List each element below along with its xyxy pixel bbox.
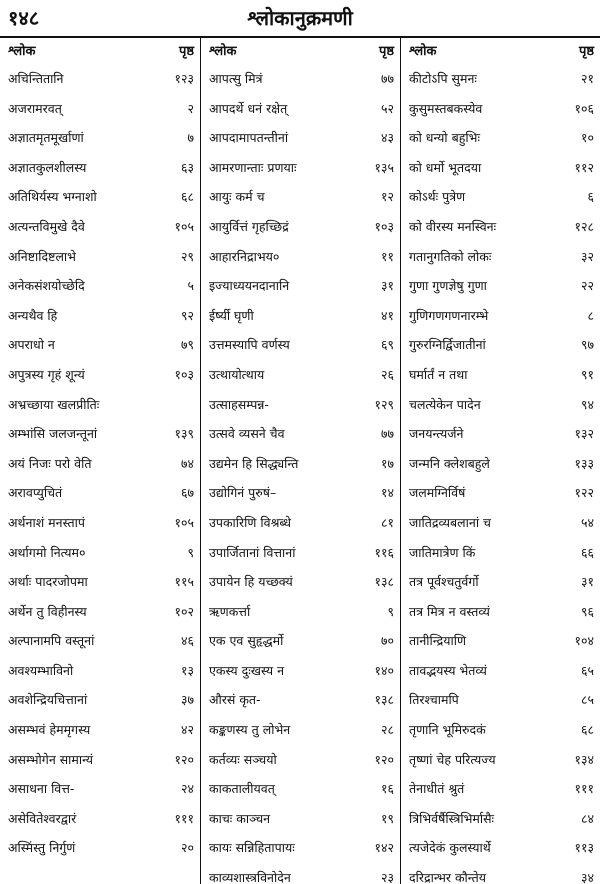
verse-text: अतिथिर्यस्य भग्नाशो	[8, 189, 97, 205]
page-ref: १३२	[574, 426, 594, 442]
verse-text: चलत्येकेन पादेन	[409, 396, 481, 412]
index-entry	[209, 538, 394, 568]
index-entry	[409, 538, 594, 568]
page-ref: १२३	[174, 71, 194, 86]
index-entry	[209, 123, 394, 153]
index-entry	[209, 715, 394, 745]
verse-text: अपुत्रस्य गृहं शून्यं	[8, 366, 85, 382]
page-title: श्लोकानुक्रमणी	[247, 6, 353, 30]
index-entry	[409, 597, 594, 627]
index-entry	[8, 597, 194, 627]
index-entry	[209, 656, 394, 686]
index-entry	[209, 330, 394, 360]
verse-text: अर्थाः पादरजोपमा	[8, 574, 88, 590]
verse-text: अर्थनाशं मनस्तापं	[8, 514, 85, 530]
page-ref: २	[187, 100, 194, 116]
index-entry	[409, 508, 594, 538]
verse-text: अजरामरवत्	[8, 100, 62, 116]
index-entry	[209, 360, 394, 390]
index-entry	[409, 390, 594, 420]
page-ref: २३	[380, 870, 394, 884]
page-ref: ९४	[580, 396, 594, 412]
verse-text: जातिमात्रेण किं	[409, 544, 476, 560]
index-entry	[209, 626, 394, 656]
entry-list	[209, 64, 394, 884]
index-entry	[8, 656, 194, 686]
verse-text: कीटोऽपि सुमनः	[409, 71, 477, 86]
index-entry	[209, 271, 394, 301]
page-ref: ५४	[580, 514, 594, 530]
verse-text: को धर्मो भूतदया	[409, 159, 482, 175]
verse-header: श्लोक	[8, 44, 36, 59]
page-ref: ९७	[580, 337, 594, 353]
index-entry	[209, 863, 394, 884]
page-ref: ७	[187, 130, 194, 146]
page-ref: २४	[180, 781, 194, 797]
index-entry	[209, 449, 394, 479]
page-ref: १०	[580, 130, 594, 146]
index-entry	[8, 449, 194, 479]
page-ref: ३१	[380, 278, 394, 294]
page-ref: ११३	[574, 840, 594, 856]
page-ref: ६	[587, 189, 594, 205]
index-entry	[209, 833, 394, 863]
index-entry	[209, 182, 394, 212]
page-ref: ७७	[380, 71, 394, 86]
index-entry	[409, 123, 594, 153]
verse-text: असम्भवं हेममृगस्य	[8, 722, 91, 738]
page-ref: १०६	[574, 100, 594, 116]
column-header	[209, 40, 394, 64]
index-entry	[409, 301, 594, 331]
page-ref: १२२	[574, 485, 594, 501]
index-entry	[209, 745, 394, 775]
page-ref: ११२	[574, 159, 594, 175]
index-entry	[8, 330, 194, 360]
verse-header: श्लोक	[409, 44, 437, 59]
entry-list	[8, 64, 194, 863]
page-ref: ३७	[180, 692, 194, 708]
verse-text: आपदर्थे धनं रक्षेत्	[209, 100, 288, 116]
page-ref: ६७	[180, 485, 194, 501]
index-entry	[209, 94, 394, 124]
verse-text: त्यजेदेकं कुलस्यार्थे	[409, 840, 491, 856]
index-entry	[8, 64, 194, 94]
verse-text: उपायेन हि यच्छक्यं	[209, 574, 293, 590]
page-ref: १९	[380, 810, 394, 826]
verse-text: अन्यथैव हि	[8, 307, 58, 323]
verse-text: जलमग्निर्विषं	[409, 485, 466, 501]
verse-text: अनिष्टादिष्टलाभे	[8, 248, 76, 264]
page-header-label: पृष्ठ	[578, 44, 594, 59]
verse-text: कङ्कणस्य तु लोभेन	[209, 722, 291, 738]
index-entry	[409, 656, 594, 686]
verse-text: घर्मार्तं न तथा	[409, 366, 468, 382]
index-entry	[209, 685, 394, 715]
page-ref: १०४	[574, 633, 594, 649]
page-ref: ७७	[380, 426, 394, 442]
verse-text: उद्यमेन हि सिद्ध्यन्ति	[209, 455, 299, 471]
page-header-label: पृष्ठ	[178, 44, 194, 59]
column-header	[409, 40, 594, 64]
page-ref: १२९	[374, 396, 394, 412]
page-ref: २६	[380, 366, 394, 382]
page-ref: ४१	[380, 307, 394, 323]
verse-text: अरावप्युचितं	[8, 485, 63, 501]
verse-text: कायः सन्निहितापायः	[209, 840, 295, 856]
verse-text: कोऽर्थः पुत्रेण	[409, 189, 466, 205]
page-header	[0, 0, 600, 38]
verse-text: जातिद्रव्यबलानां च	[409, 514, 491, 530]
index-entry	[8, 94, 194, 124]
page-ref: १३८	[374, 574, 394, 590]
index-entry	[8, 626, 194, 656]
verse-text: अल्पानामपि वस्तूनां	[8, 633, 95, 649]
verse-text: आयुः कर्म च	[209, 189, 265, 205]
verse-text: औरसं कृत-	[209, 692, 261, 708]
index-entry	[209, 242, 394, 272]
verse-text: को वीरस्य मनस्विनः	[409, 218, 497, 234]
page-ref: ९६	[580, 603, 594, 619]
index-entry	[409, 833, 594, 863]
index-entry	[8, 419, 194, 449]
index-entry	[8, 212, 194, 242]
index-entry	[409, 478, 594, 508]
page-ref: १३९	[174, 426, 194, 442]
verse-text: गतानुगतिको लोकः	[409, 248, 492, 264]
verse-text: तत्र मित्र न वस्तव्यं	[409, 603, 490, 619]
verse-text: एकस्य दुःखस्य न	[209, 662, 285, 678]
page-ref: १०५	[174, 514, 194, 530]
index-entry	[409, 64, 594, 94]
index-entry	[8, 508, 194, 538]
page-ref: ४२	[180, 722, 194, 738]
page-ref: २८	[380, 722, 394, 738]
verse-text: उद्योगिनं पुरुषं–	[209, 485, 277, 501]
page-ref: १२०	[374, 751, 394, 767]
index-entry	[409, 94, 594, 124]
page-ref: ५	[187, 278, 194, 294]
verse-text: गुणिगणगणनारम्भे	[409, 307, 489, 323]
verse-text: अर्थेन तु विहीनस्य	[8, 603, 87, 619]
index-entry	[8, 271, 194, 301]
index-entry	[8, 567, 194, 597]
page-ref: ८	[587, 307, 594, 323]
page-ref: ९	[387, 603, 394, 619]
index-entry	[409, 242, 594, 272]
page-ref: १२	[380, 189, 394, 205]
verse-text: आपदामापतन्तीनां	[209, 130, 289, 146]
index-entry	[409, 715, 594, 745]
index-entry	[209, 478, 394, 508]
page-ref: ९१	[580, 366, 594, 382]
index-entry	[409, 212, 594, 242]
page-ref: १०३	[174, 366, 194, 382]
page-ref: ८४	[580, 810, 594, 826]
page-ref: ९२	[180, 307, 194, 323]
verse-text: उत्तमस्यापि वर्णस्य	[209, 337, 290, 353]
verse-text: आहारनिद्राभय०	[209, 248, 280, 264]
index-entry	[409, 182, 594, 212]
page-ref: ४६	[180, 633, 194, 649]
page-ref: १३	[180, 662, 194, 678]
verse-text: असाधना वित्त-	[8, 781, 75, 797]
page-ref: १०२	[174, 603, 194, 619]
verse-text: ऋणकर्त्ता	[209, 603, 251, 619]
page-ref: १२०	[174, 751, 194, 767]
verse-text: इज्याध्ययनदानानि	[209, 278, 290, 294]
index-entry	[409, 271, 594, 301]
page-ref: १११	[174, 810, 194, 826]
entry-list	[409, 64, 594, 884]
index-entry	[409, 626, 594, 656]
verse-text: तेनाधीतं श्रुतं	[409, 781, 465, 797]
index-entry	[209, 390, 394, 420]
page-ref: ६३	[180, 159, 194, 175]
page-ref: १११	[574, 781, 594, 797]
index-entry	[209, 508, 394, 538]
index-entry	[8, 360, 194, 390]
index-entry	[8, 538, 194, 568]
verse-text: तृष्णां चेह परित्यज्य	[409, 751, 496, 767]
page-ref: ३१	[580, 574, 594, 590]
index-entry	[409, 863, 594, 884]
page-ref: १४०	[374, 662, 394, 678]
verse-text: अवश्यम्भाविनो	[8, 662, 74, 678]
page-ref: ११५	[174, 574, 194, 590]
page-ref: २२	[580, 278, 594, 294]
verse-text: उत्थायोत्थाय	[209, 366, 265, 382]
index-entry	[409, 360, 594, 390]
index-entry	[209, 774, 394, 804]
verse-text: गुरुरग्निर्द्विजातीनां	[409, 337, 486, 353]
page-ref: ११	[380, 248, 394, 264]
verse-text: काचः काञ्चन	[209, 810, 271, 826]
index-entry	[8, 745, 194, 775]
page-ref: ६८	[180, 189, 194, 205]
page-ref: १३५	[374, 159, 394, 175]
verse-text: अवशेन्द्रियचित्तानां	[8, 692, 88, 708]
page-ref: ६८	[580, 722, 594, 738]
page-ref: ७०	[380, 633, 394, 649]
page-ref: १०५	[174, 218, 194, 234]
verse-text: अज्ञातकुलशीलस्य	[8, 159, 87, 175]
index-entry	[409, 330, 594, 360]
verse-header: श्लोक	[209, 44, 237, 59]
verse-text: उपकारिणि विश्रब्धे	[209, 514, 292, 530]
index-entry	[409, 774, 594, 804]
verse-text: अत्यन्तविमुखे दैवे	[8, 218, 85, 234]
page-ref: ७९	[180, 337, 194, 353]
index-entry	[8, 478, 194, 508]
verse-text: त्रिभिर्वर्षैस्त्रिभिर्मासैः	[409, 810, 495, 826]
index-entry	[8, 242, 194, 272]
verse-text: जनयन्त्यर्जने	[409, 426, 464, 442]
verse-text: उपार्जितानां वित्तानां	[209, 544, 296, 560]
verse-text: तत्र पूर्वश्चतुर्वर्गो	[409, 574, 479, 590]
page-ref: २९	[180, 248, 194, 264]
page-ref: ८१	[380, 514, 394, 530]
index-entry	[409, 153, 594, 183]
verse-text: आमरणान्ताः प्रणयाः	[209, 159, 297, 175]
index-entry	[8, 182, 194, 212]
index-column	[200, 38, 400, 884]
verse-text: कुसुमस्तबकस्येव	[409, 100, 483, 116]
index-entry	[8, 390, 194, 420]
page-ref: १४	[380, 485, 394, 501]
index-entry	[209, 567, 394, 597]
verse-text: काव्यशास्त्रविनोदेन	[209, 870, 291, 884]
verse-text: आपत्सु मित्रं	[209, 71, 263, 86]
page-ref: २१	[580, 71, 594, 86]
verse-text: कर्तव्यः सञ्चयो	[209, 751, 277, 767]
verse-text: आयुर्वित्तं गृहच्छिद्रं	[209, 218, 289, 234]
verse-text: असम्भोगेन सामान्यं	[8, 751, 94, 767]
index-entry	[209, 804, 394, 834]
index-entry	[8, 804, 194, 834]
page-ref: ८५	[580, 692, 594, 708]
page-ref: ६६	[580, 544, 594, 560]
verse-text: उत्साहसम्पन्न-	[209, 396, 269, 412]
verse-text: अनेकसंशयोच्छेदि	[8, 278, 85, 294]
verse-text: काकतालीयवत्	[209, 781, 275, 797]
index-entry	[409, 745, 594, 775]
page-number: १४८	[8, 6, 40, 30]
verse-text: अयं निजः परो वेति	[8, 455, 92, 471]
index-entry	[209, 64, 394, 94]
verse-text: तानीन्द्रियाणि	[409, 633, 467, 649]
index-entry	[409, 449, 594, 479]
column-header	[8, 40, 194, 64]
verse-text: एक एव सुहृद्धर्मो	[209, 633, 284, 649]
index-entry	[8, 715, 194, 745]
verse-text: तृणानि भूमिरुदकं	[409, 722, 486, 738]
index-column	[400, 38, 600, 884]
index-entry	[209, 419, 394, 449]
page-ref: ९	[187, 544, 194, 560]
verse-text: अम्भांसि जलजन्तूनां	[8, 426, 98, 442]
verse-text: अभ्रच्छाया खलप्रीतिः	[8, 396, 100, 412]
page-ref: ५२	[380, 100, 394, 116]
index-entry	[409, 685, 594, 715]
index-columns	[0, 38, 600, 884]
page-ref: २०	[180, 840, 194, 856]
verse-text: असेवितेश्वरद्वारं	[8, 810, 77, 826]
verse-text: अस्मिंस्तु निर्गुणं	[8, 840, 76, 856]
index-entry	[8, 153, 194, 183]
page-ref: ७४	[180, 455, 194, 471]
index-entry	[409, 419, 594, 449]
page-ref: ३२	[580, 248, 594, 264]
index-entry	[8, 774, 194, 804]
index-column	[0, 38, 200, 884]
index-entry	[409, 567, 594, 597]
verse-text: अर्थागमो नित्यम०	[8, 544, 86, 560]
verse-text: तिरश्चामपि	[409, 692, 459, 708]
verse-text: जन्मनि क्लेशबहुले	[409, 455, 490, 471]
page-ref: १३३	[574, 455, 594, 471]
page-header-label: पृष्ठ	[378, 44, 394, 59]
index-entry	[8, 301, 194, 331]
page-ref: ३४	[580, 870, 594, 884]
index-entry	[209, 153, 394, 183]
verse-text: ईर्ष्यी घृणी	[209, 307, 254, 323]
verse-text: को धन्यो बहुभिः	[409, 130, 480, 146]
verse-text: गुणा गुणज्ञेषु गुणा	[409, 278, 487, 294]
page-ref: ६९	[380, 337, 394, 353]
page-ref: ४३	[380, 130, 394, 146]
index-entry	[409, 804, 594, 834]
page-ref: १३४	[574, 751, 594, 767]
page-ref: १४२	[374, 840, 394, 856]
verse-text: उत्सवे व्यसने चैव	[209, 426, 285, 442]
verse-text: अज्ञातमृतमूर्खाणां	[8, 130, 84, 146]
page-ref: १३८	[374, 692, 394, 708]
page-ref: १७	[380, 455, 394, 471]
index-entry	[8, 123, 194, 153]
verse-text: तावद्भयस्य भेतव्यं	[409, 662, 487, 678]
page-ref: ६५	[580, 662, 594, 678]
index-entry	[209, 212, 394, 242]
index-entry	[8, 685, 194, 715]
verse-text: अचिन्तितानि	[8, 71, 64, 86]
page-ref: ११६	[374, 544, 394, 560]
index-entry	[209, 301, 394, 331]
index-entry	[8, 833, 194, 863]
verse-text: दरिद्रान्भर कौन्तेय	[409, 870, 487, 884]
index-entry	[209, 597, 394, 627]
page-ref: १६	[380, 781, 394, 797]
verse-text: अपराधो न	[8, 337, 55, 353]
page-ref: १०३	[374, 218, 394, 234]
page-ref: १२८	[574, 218, 594, 234]
